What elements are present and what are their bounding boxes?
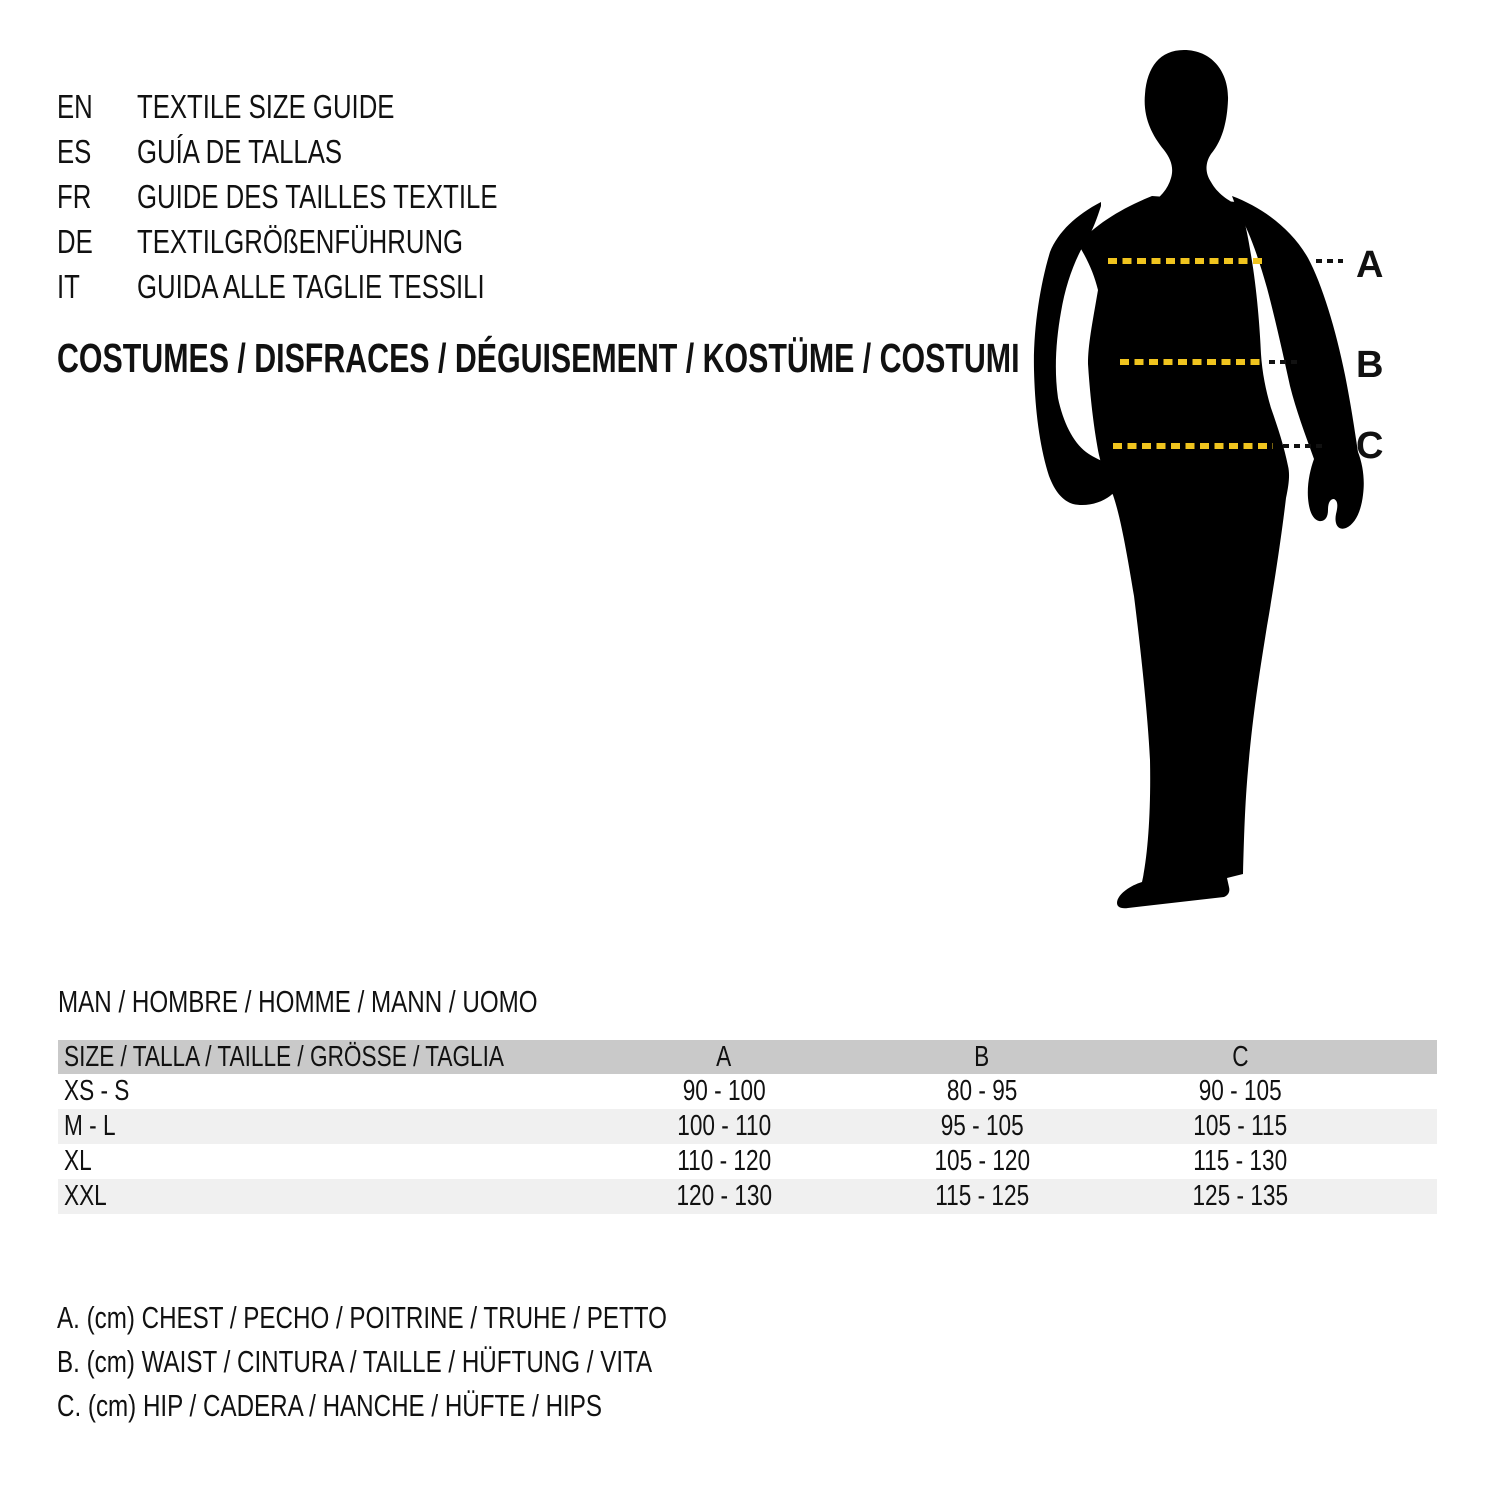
value-cell-c: 125 - 135 <box>1192 1180 1288 1212</box>
table-header-row <box>58 1040 1437 1074</box>
section-title-man: MAN / HOMBRE / HOMME / MANN / UOMO <box>58 984 538 1019</box>
measurement-legend <box>57 1296 839 1428</box>
table-row-xxl <box>58 1179 1437 1214</box>
value-cell-b: 115 - 125 <box>935 1180 1029 1212</box>
size-cell: XXL <box>64 1180 107 1212</box>
man-silhouette-svg <box>1000 40 1420 920</box>
lang-code-de: DE <box>57 223 93 260</box>
value-cell-b: 80 - 95 <box>946 1075 1018 1107</box>
value-cell-a: 90 - 100 <box>682 1075 766 1107</box>
value-cell-c: 115 - 130 <box>1193 1145 1287 1177</box>
lang-code-it: IT <box>57 268 80 305</box>
lang-label-fr: GUIDE DES TAILLES TEXTILE <box>137 178 498 215</box>
lang-code-es: ES <box>57 133 92 170</box>
lang-code-fr: FR <box>57 178 92 215</box>
value-cell-c: 90 - 105 <box>1198 1075 1282 1107</box>
silhouette-torso-legs <box>1078 196 1289 908</box>
value-cell-a: 100 - 110 <box>677 1110 771 1142</box>
table-header-c: C <box>1231 1040 1249 1073</box>
measure-label-a: A <box>1356 244 1384 286</box>
value-cell-a: 110 - 120 <box>677 1145 771 1177</box>
legend-hip: C. (cm) HIP / CADERA / HANCHE / HÜFTE / HIPS <box>57 1388 603 1423</box>
table-header-size: SIZE / TALLA / TAILLE / GRÖSSE / TAGLIA <box>64 1040 505 1073</box>
table-row-xs-s <box>58 1074 1437 1109</box>
silhouette-head-neck <box>1145 50 1240 206</box>
lang-label-es: GUÍA DE TALLAS <box>137 133 343 170</box>
lang-label-it: GUIDA ALLE TAGLIE TESSILI <box>137 268 485 305</box>
measure-label-c: C <box>1356 425 1384 467</box>
lang-row-es <box>57 129 599 174</box>
value-cell-c: 105 - 115 <box>1193 1110 1287 1142</box>
table-row-m-l <box>58 1109 1437 1144</box>
language-title-list <box>57 84 599 309</box>
size-table <box>58 1040 1437 1214</box>
category-line: COSTUMES / DISFRACES / DÉGUISEMENT / KOSTÜME / COSTUMI <box>57 335 1020 381</box>
lang-code-en: EN <box>57 88 93 125</box>
size-cell: XL <box>64 1145 92 1177</box>
table-header-b: B <box>974 1040 990 1073</box>
lang-label-de: TEXTILGRÖßENFÜHRUNG <box>137 223 464 260</box>
table-header-a: A <box>716 1040 732 1073</box>
legend-chest: A. (cm) CHEST / PECHO / POITRINE / TRUHE / PETTO <box>57 1300 667 1335</box>
lang-row-it <box>57 264 599 309</box>
value-cell-a: 120 - 130 <box>676 1180 772 1212</box>
value-cell-b: 105 - 120 <box>934 1145 1030 1177</box>
lang-row-en <box>57 84 599 129</box>
value-cell-b: 95 - 105 <box>940 1110 1024 1142</box>
table-row-xl <box>58 1144 1437 1179</box>
size-cell: XS - S <box>64 1075 130 1107</box>
lang-label-en: TEXTILE SIZE GUIDE <box>137 88 395 125</box>
measure-label-b: B <box>1356 344 1384 386</box>
lang-row-de <box>57 219 599 264</box>
man-silhouette-figure <box>1000 40 1420 920</box>
size-cell: M - L <box>64 1110 116 1142</box>
lang-row-fr <box>57 174 599 219</box>
legend-waist: B. (cm) WAIST / CINTURA / TAILLE / HÜFTUNG / VITA <box>57 1344 653 1379</box>
